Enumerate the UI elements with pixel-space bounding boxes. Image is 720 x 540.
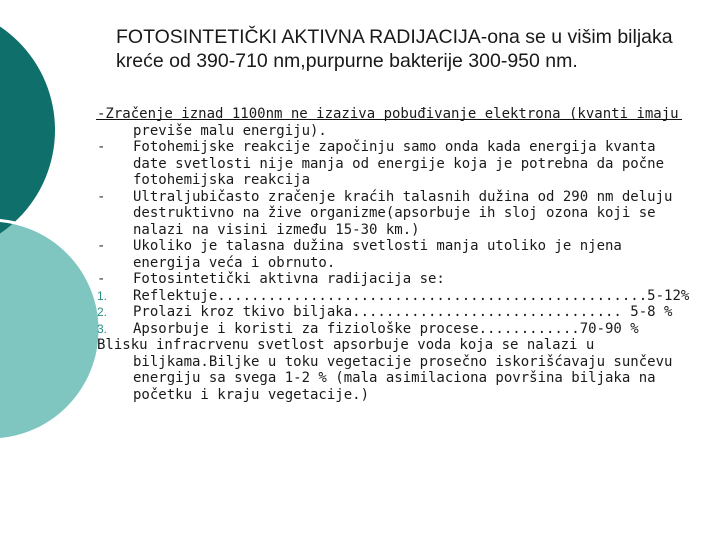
paragraph-near-infrared: Blisku infracrvenu svetlost apsorbuje voda koja se nalazi u biljkama.Biljke u toku vegetacije prosečno iskorišćavaju sunčevu energiju sa svega 1-2 % (mala asimilaciona površina biljaka na početku i kraju vegetacije.) <box>97 337 673 403</box>
bullet-wavelength-energy <box>97 238 697 271</box>
bullet-text: Fotosintetički aktivna radijacija se: <box>133 271 445 287</box>
bullet-par-intro <box>97 271 697 288</box>
bullet-text: Ultraljubičasto zračenje kraćih talasnih dužina od 290 nm deluju destruktivno na žive organizme(apsorbuje ih sloj ozona koji se nalazi na visini između 15-30 km.) <box>133 188 673 238</box>
decorative-circles <box>0 0 100 540</box>
bullet-marker: - <box>97 271 106 287</box>
list-text: Reflektuje...................................................5-12% <box>133 287 690 304</box>
list-text: Prolazi kroz tkivo biljaka................................ 5-8 % <box>133 304 673 320</box>
list-item-absorbs <box>97 321 697 338</box>
bullet-photochemical <box>97 139 697 189</box>
list-text: Apsorbuje i koristi za fiziološke procese............70-90 % <box>133 320 639 337</box>
list-number: 1. <box>97 288 108 303</box>
bullet-ultraviolet <box>97 189 697 239</box>
list-number: 3. <box>97 321 108 336</box>
light-teal-circle <box>0 220 100 440</box>
slide-title: FOTOSINTETIČKI AKTIVNA RADIJACIJA-ona se u višim biljaka kreće od 390-710 nm,purpurne bakterije 300-950 nm. <box>116 26 673 72</box>
list-number: 2. <box>97 305 108 319</box>
slide-body <box>97 106 697 403</box>
list-item-passes <box>97 304 697 321</box>
bullet-marker: - <box>97 188 106 205</box>
list-item-reflects <box>97 288 697 305</box>
bullet-marker: - <box>97 238 106 254</box>
bullet-text: Ukoliko je talasna dužina svetlosti manja utoliko je njena energija veća i obrnuto. <box>133 238 622 271</box>
dark-teal-circle <box>0 5 55 255</box>
bullet-text: Fotohemijske reakcije započinju samo onda kada energija kvanta date svetlosti nije manja od energije koja je potrebna da počne fotohemijska reakcija <box>133 139 665 188</box>
paragraph-infrared-limit: -Zračenje iznad 1100nm ne izaziva pobuđivanje elektrona (kvanti imaju previše malu energiju). <box>97 106 679 139</box>
bullet-marker: - <box>97 139 106 155</box>
